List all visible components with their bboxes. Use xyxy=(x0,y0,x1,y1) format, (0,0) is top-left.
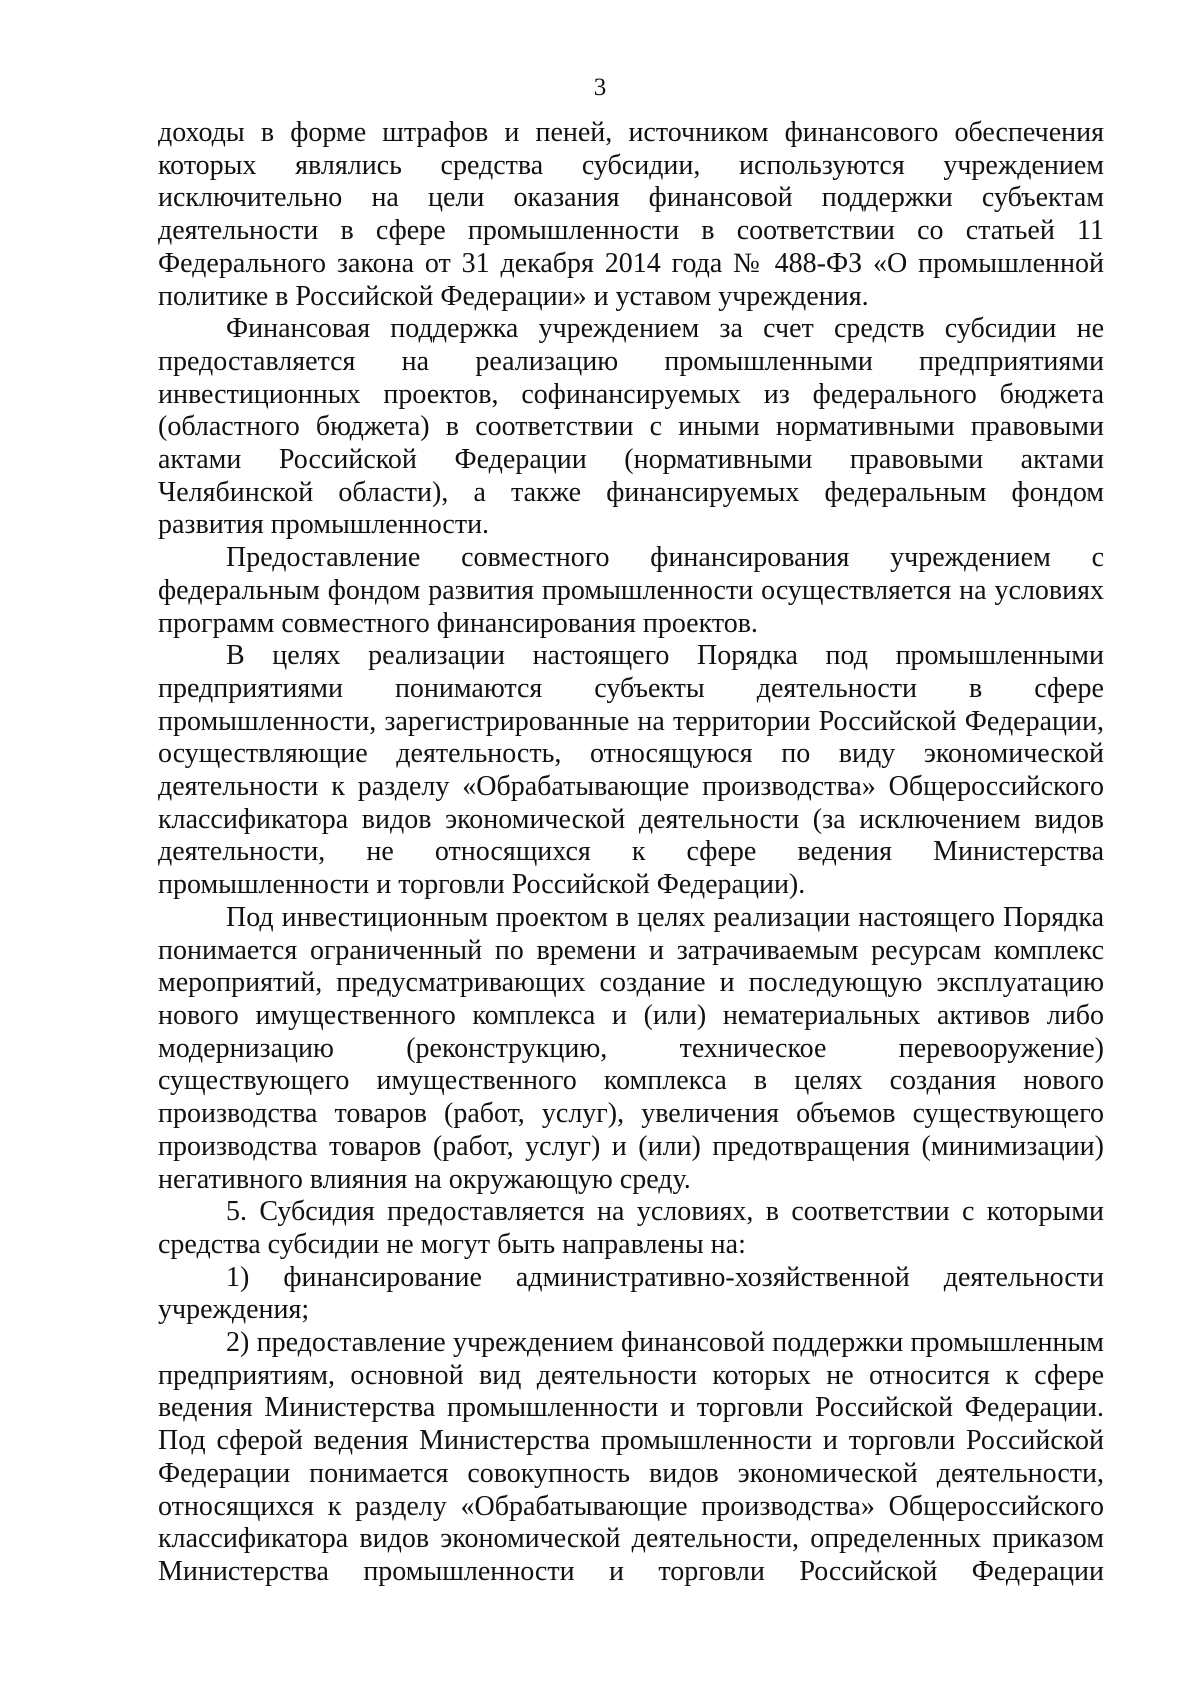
document-body xyxy=(158,117,1104,1589)
paragraph-item-5: 5. Субсидия предоставляется на условиях, в соответствии с которыми средства субсидии не могут быть направлены на: xyxy=(158,1196,1104,1260)
paragraph-industrial-enterprises-definition: В целях реализации настоящего Порядка под промышленными предприятиями понимаются субъекты деятельности в сфере промышленности, зарегистрированные на территории Российской Федерации, осуществляющие деятельность, относящуюся по виду экономической деятельности к разделу «Обрабатывающие производства» Общероссийского классификатора видов экономической деятельности (за исключением видов деятельности, не относящихся к сфере ведения Министерства промышленности и торговли Российской Федерации). xyxy=(158,640,1104,901)
paragraph-support-restrictions: Финансовая поддержка учреждением за счет средств субсидии не предоставляется на реализацию промышленными предприятиями инвестиционных проектов, софинансируемых из федерального бюджета (областного бюджета) в соответствии с иными нормативными правовыми актами Российской Федерации (нормативными правовыми актами Челябинской области), а также финансируемых федеральным фондом развития промышленности. xyxy=(158,313,1104,541)
paragraph-joint-financing: Предоставление совместного финансирования учреждением с федеральным фондом развития промышленности осуществляется на условиях программ совместного финансирования проектов. xyxy=(158,542,1104,639)
paragraph-fines-usage: доходы в форме штрафов и пеней, источником финансового обеспечения которых являлись средства субсидии, используются учреждением исключительно на цели оказания финансовой поддержки субъектам деятельности в сфере промышленности в соответствии со статьей 11 Федерального закона от 31 декабря 2014 года № 488-ФЗ «О промышленной политике в Российской Федерации» и уставом учреждения. xyxy=(158,117,1104,312)
page-number: 3 xyxy=(593,74,607,101)
paragraph-investment-project-definition: Под инвестиционным проектом в целях реализации настоящего Порядка понимается ограниченный по времени и затрачиваемым ресурсам комплекс мероприятий, предусматривающих создание и последующую эксплуатацию нового имущественного комплекса и (или) нематериальных активов либо модернизацию (реконструкцию, техническое перевооружение) существующего имущественного комплекса в целях создания нового производства товаров (работ, услуг), увеличения объемов существующего производства товаров (работ, услуг) и (или) предотвращения (минимизации) негативного влияния на окружающую среду. xyxy=(158,901,1104,1195)
paragraph-subitem-1: 1) финансирование административно-хозяйственной деятельности учреждения; xyxy=(158,1261,1104,1326)
paragraph-subitem-2: 2) предоставление учреждением финансовой поддержки промышленным предприятиям, основной вид деятельности которых не относится к сфере ведения Министерства промышленности и торговли Российской Федерации. Под сферой ведения Министерства промышленности и торговли Российской Федерации понимается совокупность видов экономической деятельности, относящихся к разделу «Обрабатывающие производства» Общероссийского классификатора видов экономической деятельности, определенных приказом Министерства промышленности и торговли Российской Федерации xyxy=(158,1327,1104,1587)
